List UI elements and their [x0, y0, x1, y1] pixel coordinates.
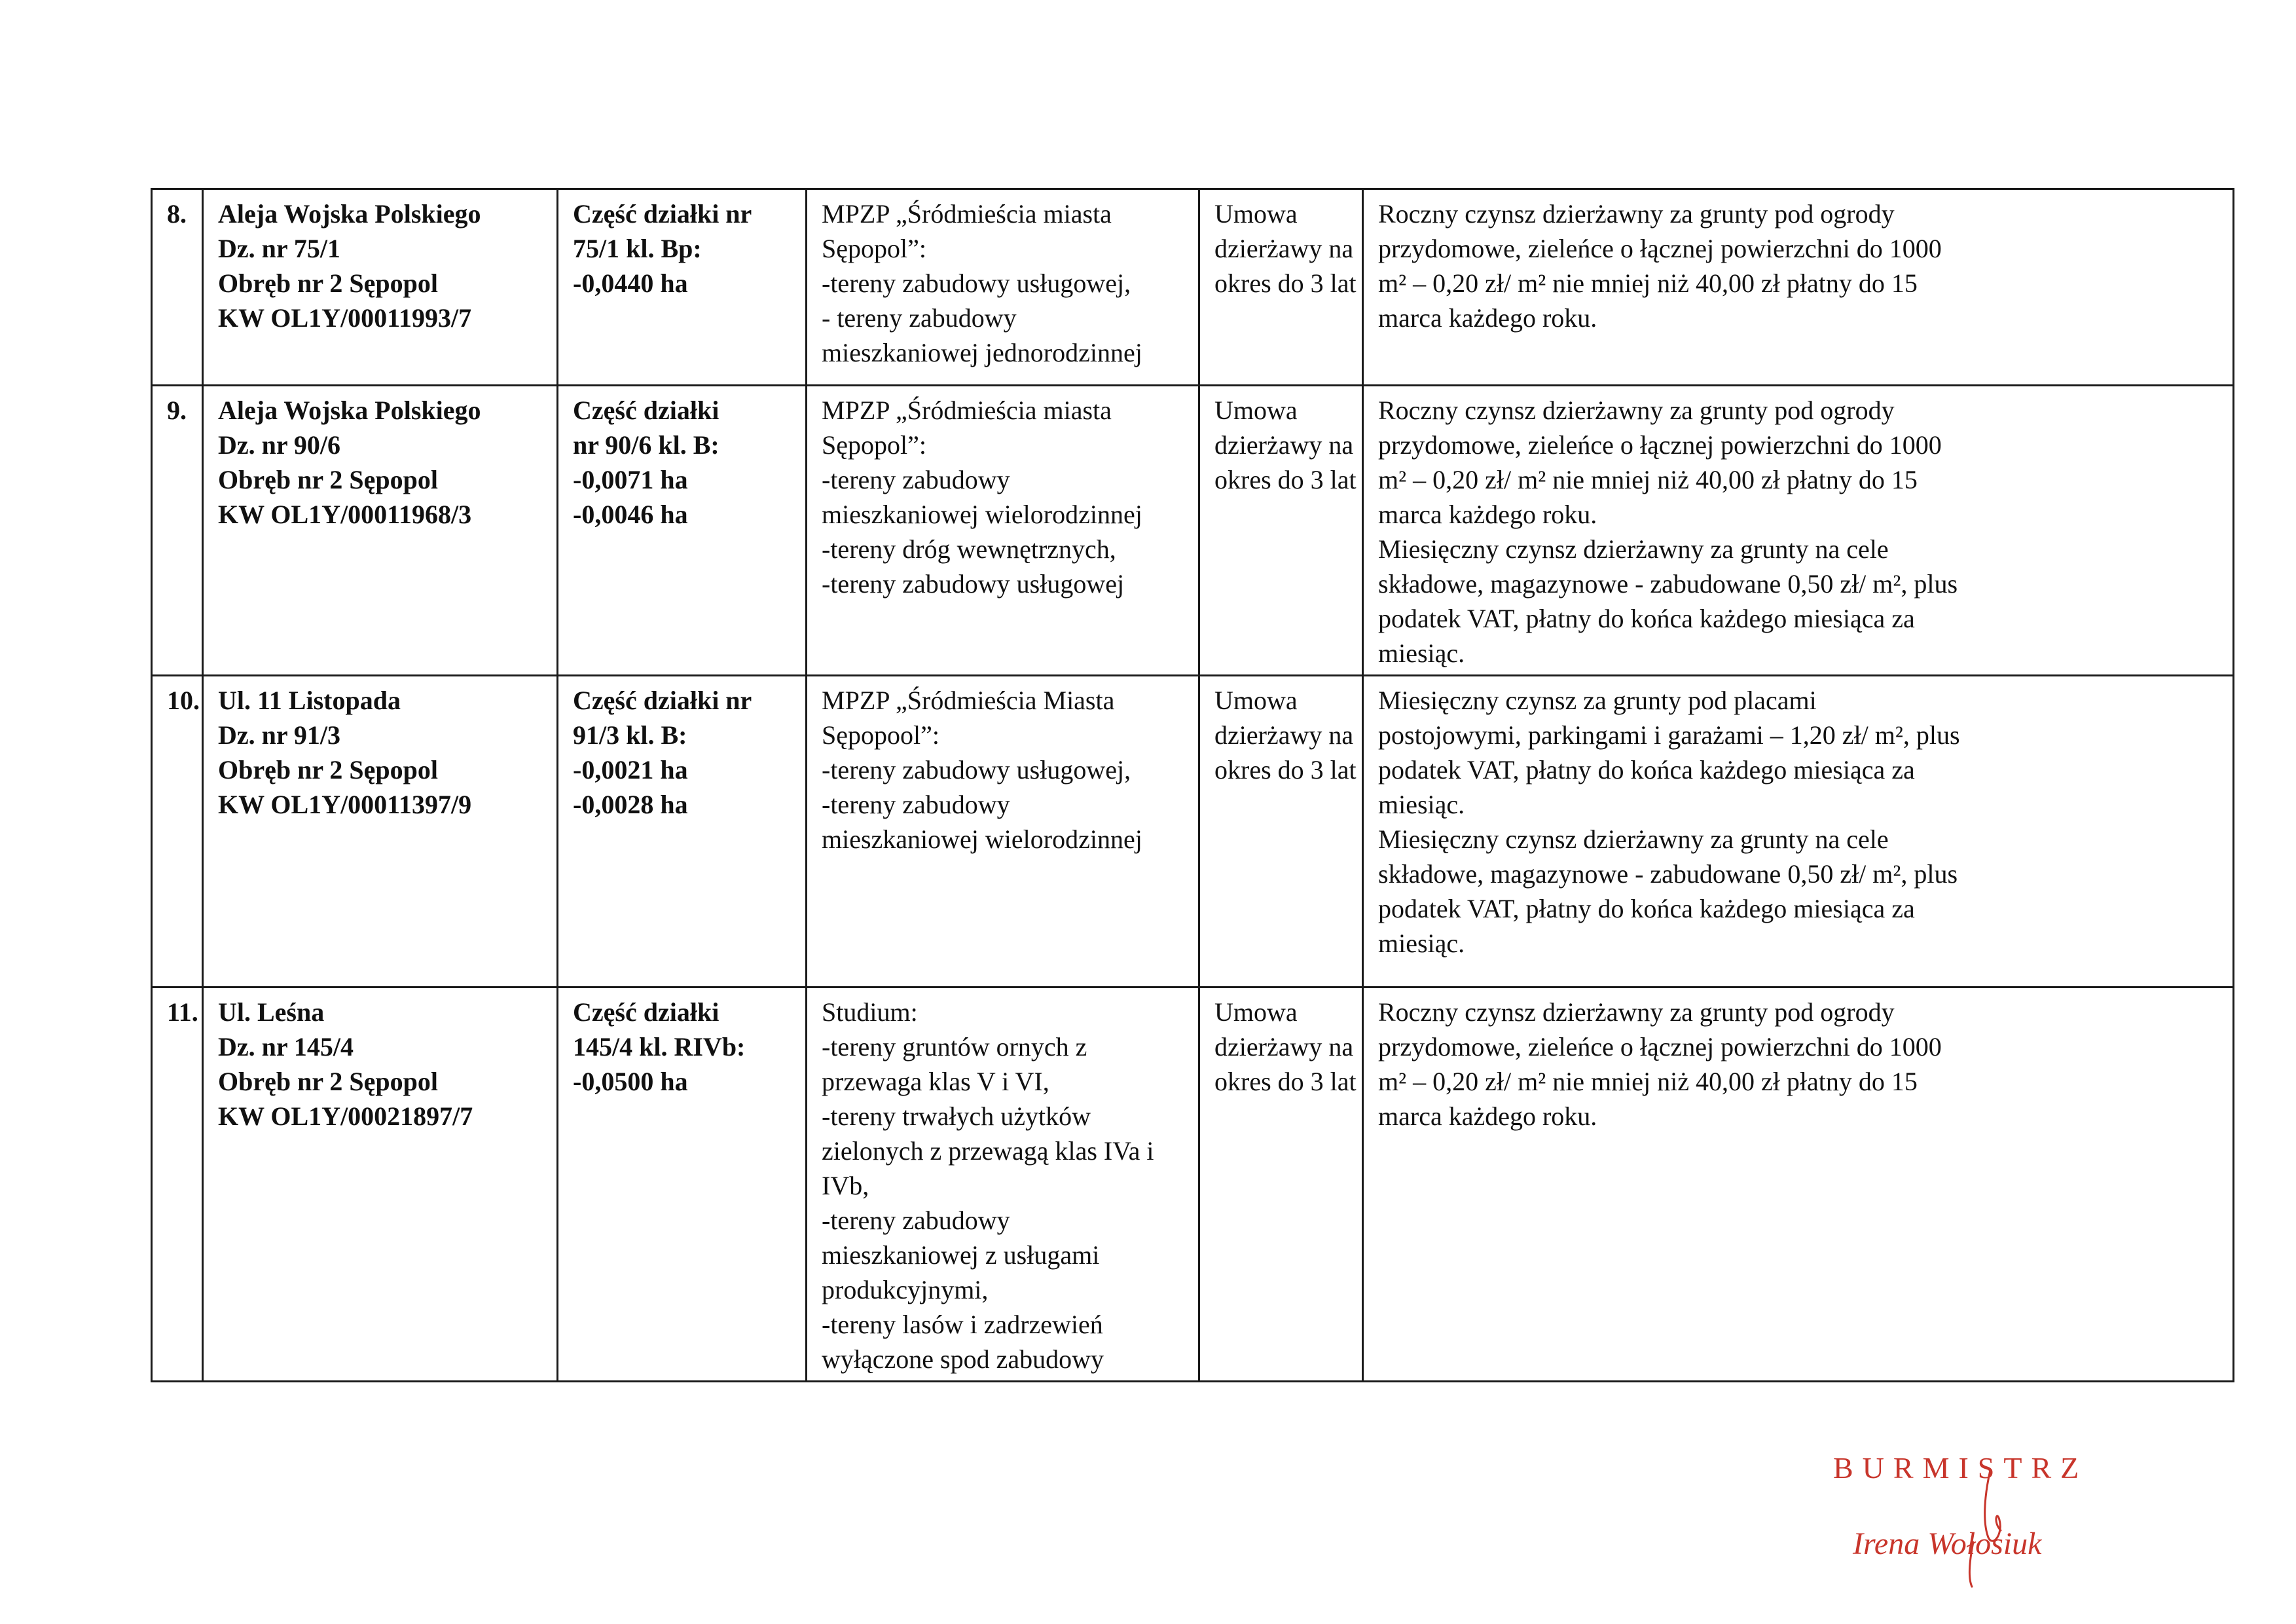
rent-line: postojowymi, parkingami i garażami – 1,20 zł/ m², plus [1378, 720, 1960, 750]
zoning-line: MPZP „Śródmieścia miasta [822, 396, 1112, 425]
zoning-line: -tereny lasów i zadrzewień [822, 1310, 1103, 1339]
location-cell [203, 676, 558, 987]
row-number: 9. [152, 386, 203, 676]
zoning-plan-cell [807, 676, 1199, 987]
plot-area: -0,0440 ha [573, 268, 688, 298]
zoning-line: Sępopol”: [822, 234, 926, 263]
zoning-line: IVb, [822, 1171, 869, 1200]
table-row [152, 676, 2234, 987]
lease-form-line: okres do 3 lat [1214, 1067, 1357, 1096]
row-number: 11. [152, 987, 203, 1382]
precinct: Obręb nr 2 Sępopol [218, 465, 438, 494]
lease-form-cell [1199, 676, 1363, 987]
lease-form-line: dzierżawy na [1214, 1032, 1354, 1061]
lease-form-line: okres do 3 lat [1214, 755, 1357, 784]
plot-number: Dz. nr 145/4 [218, 1032, 354, 1061]
rent-line: Roczny czynsz dzierżawny za grunty pod ogrody [1378, 396, 1895, 425]
zoning-plan-cell [807, 386, 1199, 676]
plot-part-line: 145/4 kl. RIVb: [573, 1032, 746, 1061]
rent-line: miesiąc. [1378, 638, 1465, 668]
stamp-name: Irena Wołosiuk [1853, 1526, 2042, 1561]
plot-part-line: Część działki nr [573, 686, 752, 715]
zoning-line: - tereny zabudowy [822, 303, 1017, 333]
rent-line: Roczny czynsz dzierżawny za grunty pod ogrody [1378, 997, 1895, 1027]
zoning-line: -tereny zabudowy usługowej [822, 569, 1125, 599]
lease-table [151, 188, 2234, 1382]
rent-line: m² – 0,20 zł/ m² nie mniej niż 40,00 zł płatny do 15 [1378, 465, 1918, 494]
street: Ul. 11 Listopada [218, 686, 401, 715]
land-register: KW OL1Y/00011397/9 [218, 790, 472, 819]
plot-part-line: Część działki [573, 396, 720, 425]
plot-area: -0,0046 ha [573, 500, 688, 529]
precinct: Obręb nr 2 Sępopol [218, 268, 438, 298]
precinct: Obręb nr 2 Sępopol [218, 1067, 438, 1096]
plot-part-line: 75/1 kl. Bp: [573, 234, 702, 263]
plot-part-line: Część działki [573, 997, 720, 1027]
rent-line: składowe, magazynowe - zabudowane 0,50 zł/ m², plus [1378, 569, 1958, 599]
rent-cell [1363, 676, 2234, 987]
rent-cell [1363, 189, 2234, 386]
plot-area: -0,0021 ha [573, 755, 688, 784]
rent-line: Roczny czynsz dzierżawny za grunty pod ogrody [1378, 199, 1895, 229]
lease-form-cell [1199, 189, 1363, 386]
handwritten-signature [1944, 1457, 2030, 1588]
plot-part-cell [558, 987, 807, 1382]
lease-form-line: okres do 3 lat [1214, 465, 1357, 494]
precinct: Obręb nr 2 Sępopol [218, 755, 438, 784]
street: Ul. Leśna [218, 997, 325, 1027]
rent-line: podatek VAT, płatny do końca każdego miesiąca za [1378, 894, 1915, 923]
rent-line: przydomowe, zieleńce o łącznej powierzchni do 1000 [1378, 1032, 1942, 1061]
zoning-line: wyłączone spod zabudowy [822, 1344, 1104, 1374]
zoning-line: przewaga klas V i VI, [822, 1067, 1049, 1096]
mayor-stamp [1833, 1450, 2147, 1601]
plot-number: Dz. nr 90/6 [218, 430, 341, 460]
rent-cell [1363, 987, 2234, 1382]
plot-part-line: Część działki nr [573, 199, 752, 229]
plot-area: -0,0028 ha [573, 790, 688, 819]
rent-line: miesiąc. [1378, 790, 1465, 819]
rent-line: marca każdego roku. [1378, 303, 1597, 333]
table-row [152, 189, 2234, 386]
rent-line: podatek VAT, płatny do końca każdego miesiąca za [1378, 604, 1915, 633]
location-cell [203, 987, 558, 1382]
rent-line: przydomowe, zieleńce o łącznej powierzchni do 1000 [1378, 430, 1942, 460]
rent-line: Miesięczny czynsz dzierżawny za grunty na cele [1378, 534, 1889, 564]
zoning-line: mieszkaniowej wielorodzinnej [822, 500, 1142, 529]
rent-line: m² – 0,20 zł/ m² nie mniej niż 40,00 zł płatny do 15 [1378, 1067, 1918, 1096]
street: Aleja Wojska Polskiego [218, 199, 481, 229]
lease-form-cell [1199, 987, 1363, 1382]
zoning-line: -tereny zabudowy [822, 465, 1010, 494]
signature-stroke [1969, 1470, 2001, 1587]
rent-line: m² – 0,20 zł/ m² nie mniej niż 40,00 zł płatny do 15 [1378, 268, 1918, 298]
land-register: KW OL1Y/00011993/7 [218, 303, 472, 333]
plot-number: Dz. nr 91/3 [218, 720, 341, 750]
zoning-line: mieszkaniowej z usługami [822, 1240, 1100, 1270]
zoning-line: -tereny zabudowy [822, 1206, 1010, 1235]
lease-form-line: Umowa [1214, 396, 1298, 425]
location-cell [203, 189, 558, 386]
rent-line: składowe, magazynowe - zabudowane 0,50 zł/ m², plus [1378, 859, 1958, 889]
street: Aleja Wojska Polskiego [218, 396, 481, 425]
lease-form-line: dzierżawy na [1214, 234, 1354, 263]
table-row [152, 386, 2234, 676]
zoning-line: MPZP „Śródmieścia Miasta [822, 686, 1115, 715]
zoning-line: -tereny trwałych użytków [822, 1101, 1091, 1131]
lease-form-line: dzierżawy na [1214, 430, 1354, 460]
zoning-line: mieszkaniowej jednorodzinnej [822, 338, 1142, 367]
rent-line: miesiąc. [1378, 929, 1465, 958]
rent-line: przydomowe, zieleńce o łącznej powierzchni do 1000 [1378, 234, 1942, 263]
land-register: KW OL1Y/00011968/3 [218, 500, 472, 529]
rent-line: marca każdego roku. [1378, 1101, 1597, 1131]
row-number: 8. [152, 189, 203, 386]
row-number: 10. [152, 676, 203, 987]
plot-part-cell [558, 676, 807, 987]
rent-line: Miesięczny czynsz za grunty pod placami [1378, 686, 1817, 715]
rent-cell [1363, 386, 2234, 676]
zoning-line: mieszkaniowej wielorodzinnej [822, 824, 1142, 854]
zoning-line: Sępopool”: [822, 720, 939, 750]
plot-number: Dz. nr 75/1 [218, 234, 341, 263]
zoning-line: -tereny zabudowy usługowej, [822, 268, 1131, 298]
plot-part-cell [558, 386, 807, 676]
land-register: KW OL1Y/00021897/7 [218, 1101, 473, 1131]
zoning-line: produkcyjnymi, [822, 1275, 989, 1304]
stamp-title: BURMISTRZ [1833, 1451, 2088, 1485]
zoning-line: -tereny dróg wewnętrznych, [822, 534, 1116, 564]
plot-part-line: nr 90/6 kl. B: [573, 430, 720, 460]
zoning-line: -tereny gruntów ornych z [822, 1032, 1087, 1061]
rent-line: marca każdego roku. [1378, 500, 1597, 529]
plot-part-line: 91/3 kl. B: [573, 720, 687, 750]
lease-form-line: dzierżawy na [1214, 720, 1354, 750]
location-cell [203, 386, 558, 676]
zoning-plan-cell [807, 189, 1199, 386]
zoning-plan-cell [807, 987, 1199, 1382]
table-row [152, 987, 2234, 1382]
zoning-line: -tereny zabudowy [822, 790, 1010, 819]
zoning-line: Sępopol”: [822, 430, 926, 460]
plot-area: -0,0500 ha [573, 1067, 688, 1096]
lease-form-cell [1199, 386, 1363, 676]
rent-line: Miesięczny czynsz dzierżawny za grunty na cele [1378, 824, 1889, 854]
lease-form-line: Umowa [1214, 997, 1298, 1027]
zoning-line: MPZP „Śródmieścia miasta [822, 199, 1112, 229]
lease-form-line: Umowa [1214, 686, 1298, 715]
lease-form-line: okres do 3 lat [1214, 268, 1357, 298]
rent-line: podatek VAT, płatny do końca każdego miesiąca za [1378, 755, 1915, 784]
zoning-line: Studium: [822, 997, 918, 1027]
plot-part-cell [558, 189, 807, 386]
plot-area: -0,0071 ha [573, 465, 688, 494]
lease-form-line: Umowa [1214, 199, 1298, 229]
zoning-line: zielonych z przewagą klas IVa i [822, 1136, 1154, 1166]
zoning-line: -tereny zabudowy usługowej, [822, 755, 1131, 784]
